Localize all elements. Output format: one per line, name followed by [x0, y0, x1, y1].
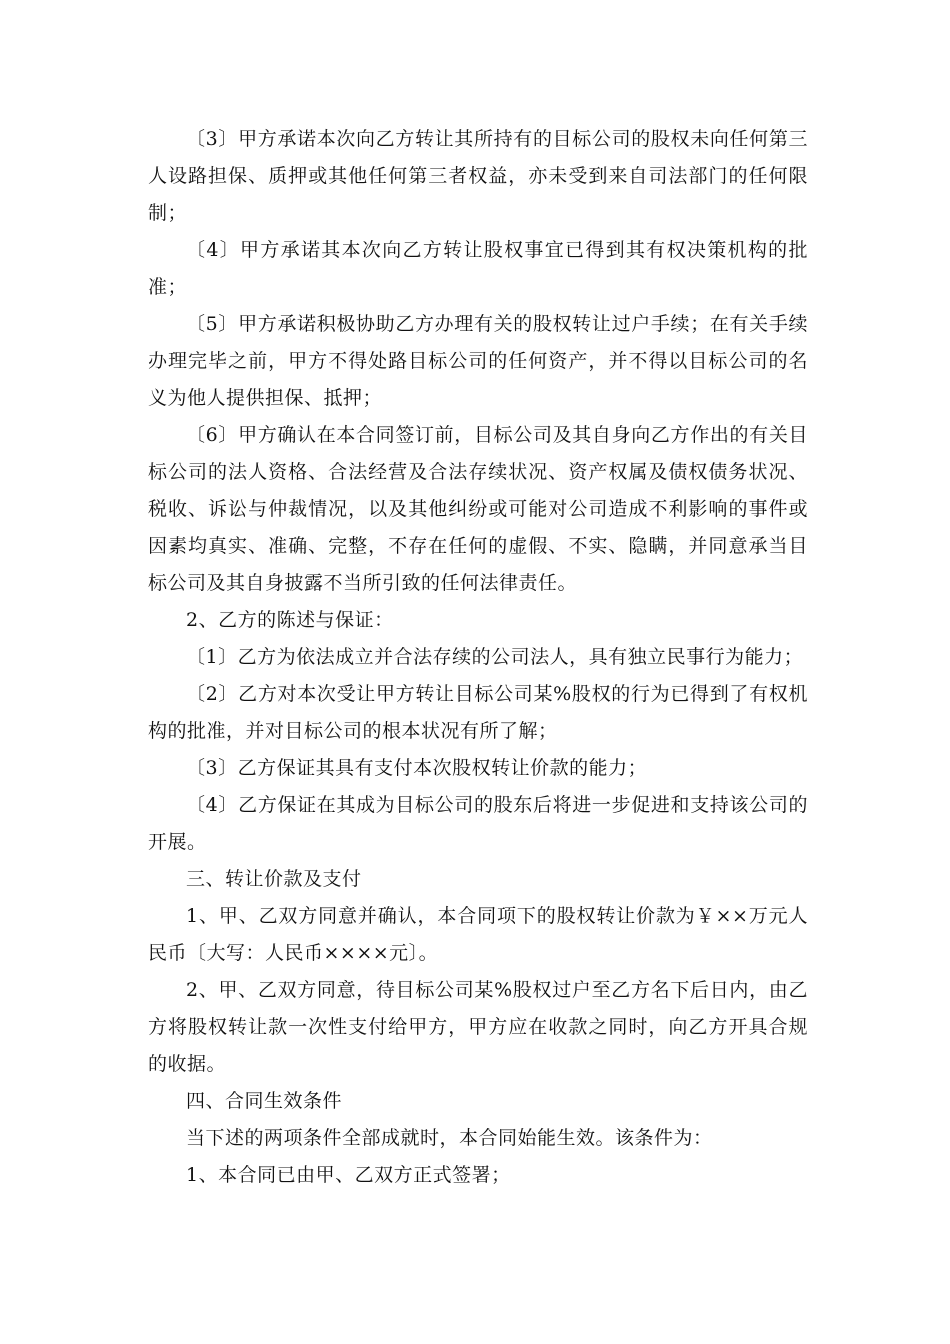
clause-4-party-b-development: 〔4〕乙方保证在其成为目标公司的股东后将进一步促进和支持该公司的开展。 — [148, 794, 808, 853]
section-party-b-representations-heading: 2、乙方的陈述与保证： — [186, 609, 394, 631]
clause-transfer-price: 1、甲、乙双方同意并确认，本合同项下的股权转让价款为￥××万元人民币〔大写：人民币××××元〕。 — [148, 905, 808, 964]
clause-payment-terms: 2、甲、乙双方同意，待目标公司某%股权过户至乙方名下后日内，由乙方将股权转让款一次性支付给甲方，甲方应在收款之同时，向乙方开具合规的收据。 — [148, 979, 808, 1075]
effectiveness-intro: 当下述的两项条件全部成就时，本合同始能生效。该条件为： — [186, 1127, 713, 1149]
clause-5-party-a-transfer-assistance: 〔5〕甲方承诺积极协助乙方办理有关的股权转让过户手续；在有关手续办理完毕之前，甲方不得处路目标公司的任何资产，并不得以目标公司的名义为他人提供担保、抵押； — [148, 313, 808, 409]
condition-1-signed: 1、本合同已由甲、乙双方正式签署； — [186, 1164, 511, 1186]
clause-1-party-b-legal-entity: 〔1〕乙方为依法成立并合法存续的公司法人，具有独立民事行为能力； — [186, 646, 804, 668]
section-3-heading: 三、转让价款及支付 — [186, 868, 362, 890]
clause-2-party-b-approval: 〔2〕乙方对本次受让甲方转让目标公司某%股权的行为已得到了有权机构的批准，并对目标公司的根本状况有所了解； — [148, 683, 808, 742]
clause-6-party-a-confirmation: 〔6〕甲方确认在本合同签订前，目标公司及其自身向乙方作出的有关目标公司的法人资格、合法经营及合法存续状况、资产权属及债权债务状况、税收、诉讼与仲裁情况，以及其他纠纷或可能对公司造成不利影响的事件或因素均真实、准确、完整，不存在任何的虚假、不实、隐瞒，并同意承当目标公司及其自身披露不当所引致的任何法律责任。 — [148, 424, 808, 594]
section-4-heading: 四、合同生效条件 — [186, 1090, 343, 1112]
clause-4-party-a-approval: 〔4〕甲方承诺其本次向乙方转让股权事宜已得到其有权决策机构的批准； — [148, 239, 808, 298]
contract-body — [148, 121, 808, 1194]
clause-3-party-a-no-encumbrance: 〔3〕甲方承诺本次向乙方转让其所持有的目标公司的股权未向任何第三人设路担保、质押或其他任何第三者权益，亦未受到来自司法部门的任何限制； — [148, 128, 808, 224]
clause-3-party-b-payment-ability: 〔3〕乙方保证其具有支付本次股权转让价款的能力； — [186, 757, 648, 779]
